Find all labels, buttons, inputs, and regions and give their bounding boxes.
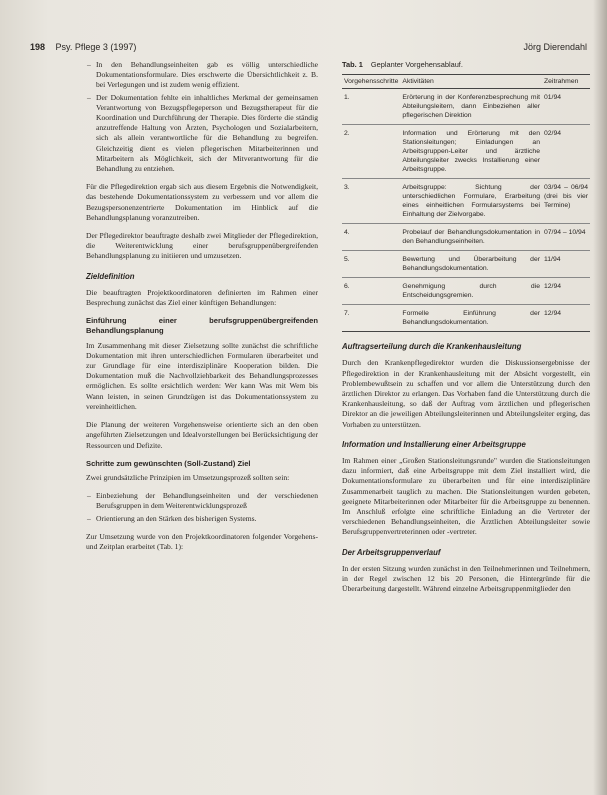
- table-cell: Formelle Einführung der Behandlungsdokumentation.: [400, 305, 542, 332]
- table-row: [342, 224, 590, 251]
- table-cell: Probelauf der Behandlungsdokumentation in den Behandlungseinheiten.: [400, 224, 542, 251]
- section-heading: Der Arbeitsgruppenverlauf: [342, 547, 441, 557]
- paragraph: Die Planung der weiteren Vorgehensweise orientierte sich an den oben angeführten Zielsetzungen und Idealvorstellungen bei Berücksichtigung der Ressourcen und Defizite.: [86, 420, 318, 450]
- paragraph: Durch den Krankenpflegedirektor wurden die Diskussionsergebnisse der Pflegedirektion in der Krankenhausleitung mit der Absicht vorgestellt, ein Problembewußtsein zu schaffen und vor allem die Unterstützung durch den ärztlichen Direktor zu erlangen. Das Vorhaben fand die Unterstützung durch die Krankenhausleitung, so daß der Auftrag vom ärztlichen und pflegerischen Direktor an die jeweiligen Abteilungsleiterinnen und Abteilungsleiter erging, das Vorhaben zu unterstützen.: [342, 358, 590, 429]
- right-column: [342, 60, 590, 602]
- table-cell: 3.: [342, 179, 400, 224]
- table-cell: 4.: [342, 224, 400, 251]
- table-cell: Bewertung und Überarbeitung der Behandlungsdokumentation.: [400, 251, 542, 278]
- paragraph: Zur Umsetzung wurde von den Projektkoordinatoren folgender Vorgehens- und Zeitplan erarbeitet (Tab. 1):: [86, 531, 318, 551]
- table-cell: 5.: [342, 251, 400, 278]
- table-cell: Erörterung in der Konferenzbesprechung mit Abteilungsleitern, dann Einbeziehen aller pflegerischen Direktion: [400, 89, 542, 125]
- subheading: Einführung einer berufsgruppenübergreifenden Behandlungsplanung: [86, 316, 318, 336]
- table-cell: 03/94 – 06/94 (drei bis vier Termine): [542, 179, 590, 224]
- table-row: [342, 179, 590, 224]
- paragraph: Der Pflegedirektor beauftragte deshalb zwei Mitglieder der Pflegedirektion, die Weiterentwicklung einer berufsgruppenübergreifenden Behandlungsplanung zu initiieren und umzusetzen.: [86, 231, 318, 261]
- column-header: Aktivitäten: [400, 75, 542, 89]
- list-item: – Der Dokumentation fehlte ein inhaltliches Merkmal der gemeinsamen Verantwortung von Bezugspflegeperson und Bezugstherapeut für die Koordination und Durchführung der Therapie. Dies förderte die ständig anzutreffende Haltung von Ärzten, Psychologen und Sozialarbeitern, sich als allein verantwortliche für die Behandlung zu begreifen. Gleichzeitig dient es vielen pflegerischen Mitarbeiterinnen und Mitarbeitern als Möglichkeit, sich der Mitverantwortung für die Behandlung zu entziehen.: [96, 93, 318, 175]
- table-cell: 6.: [342, 278, 400, 305]
- page-header: [30, 42, 587, 56]
- paragraph: Im Rahmen einer „Großen Stationsleitungsrunde" wurden die Stationsleitungen dazu informiert, daß eine Arbeitsgruppe mit dem Ziel installiert wird, die Dokumentationsformulare zu überarbeiten und für eine interdisziplinäre Zusammenarbeit tauglich zu machen. Die Stationsleitungen wurden gebeten, geeignete Mitarbeiterinnen oder Mitarbeiter für die Arbeitsgruppe zu benennen. Im Anschluß erfolgte eine schriftliche Einladung an die Vertreter der verschiedenen Behandlungseinheiten, die Ärztlichen Abteilungsleiter sowie Berufsgruppenvertreterinnen oder -vertreter.: [342, 456, 590, 537]
- column-header: Vorgehensschritte: [342, 75, 400, 89]
- section-heading: Auftragserteilung durch die Krankenhausleitung: [342, 342, 522, 352]
- column-header: Zeitrahmen: [542, 75, 590, 89]
- list-item: – Orientierung an den Stärken des bisherigen Systems.: [96, 514, 318, 524]
- paragraph: Die beauftragten Projektkoordinatoren definierten im Rahmen einer Besprechung zunächst das Ziel einer künftigen Behandlungen:: [86, 287, 318, 308]
- page-number: 198: [30, 42, 46, 52]
- table-row: [342, 251, 590, 278]
- table-cell: 02/94: [542, 125, 590, 179]
- table-label: Tab. 1: [342, 60, 363, 69]
- subheading: Schritte zum gewünschten (Soll-Zustand) Ziel: [86, 458, 251, 468]
- bullet-list-bottom: [86, 491, 318, 524]
- table-row: [342, 278, 590, 305]
- paragraph: In der ersten Sitzung wurden zunächst in den Teilnehmerinnen und Teilnehmern, in der Regel zwischen 12 bis 20 Personen, die Hintergründe für die Überarbeitung dargestellt. Während einzelne Arbeitsgruppenmitglieder den: [342, 563, 590, 594]
- section-heading: Zieldefinition: [86, 271, 135, 281]
- author-name: Jörg Dierendahl: [523, 42, 587, 52]
- list-item: – Einbeziehung der Behandlungseinheiten und der verschiedenen Berufsgruppen in dem Weiterentwicklungsprozeß: [96, 491, 318, 511]
- table-row: [342, 305, 590, 332]
- table-cell: Arbeitsgruppe: Sichtung der unterschiedlichen Formulare, Erarbeitung eines einheitlichen Formularsystems bei Einhaltung der Zielvorgabe.: [400, 179, 542, 224]
- paragraph: Für die Pflegedirektion ergab sich aus diesem Ergebnis die Notwendigkeit, das bestehende Dokumentationssystem zu verbessern und vor allem die Bezugspersonenzentrierte Dokumentation im Hinblick auf die Behandlungsplanung voranzutreiben.: [86, 182, 318, 222]
- table-cell: 07/94 – 10/94: [542, 224, 590, 251]
- header-left: [30, 42, 136, 52]
- table-cell: 7.: [342, 305, 400, 332]
- table-cell: 2.: [342, 125, 400, 179]
- table-header-row: [342, 75, 590, 89]
- table-caption: [342, 60, 590, 70]
- plan-table: [342, 74, 590, 332]
- paragraph: Zwei grundsätzliche Prinzipien im Umsetzungsprozeß sollten sein:: [86, 472, 290, 482]
- table-title: Geplanter Vorgehensablauf.: [370, 60, 463, 69]
- table-cell: 11/94: [542, 251, 590, 278]
- bullet-list-top: [86, 60, 318, 174]
- table-cell: Genehmigung durch die Entscheidungsgremien.: [400, 278, 542, 305]
- journal-title: Psy. Pflege 3 (1997): [55, 42, 137, 52]
- table-cell: 12/94: [542, 305, 590, 332]
- table-row: [342, 125, 590, 179]
- table-cell: 1.: [342, 89, 400, 125]
- paragraph: Im Zusammenhang mit dieser Zielsetzung sollte zunächst die schriftliche Dokumentation mit ihren unterschiedlichen Formularen überarbeitet und zur Grundlage für eine interdisziplinäre Kooperation bilden. Die Dokumentation muß die Nachvollziehbarkeit des Behandlungsprozesses ermöglichen. Es sollte ersichtlich werden: Wer kann Was mit Wem bis Wann leisten, in seinen Grundzügen ist das Dokumentationssystem zu vereinheitlichen.: [86, 340, 318, 411]
- page-edge-shadow: [593, 0, 607, 795]
- table-cell: 12/94: [542, 278, 590, 305]
- left-column: [86, 60, 318, 560]
- table-cell: Information und Erörterung mit den Stationsleitungen; Einladungen an Arbeitsgruppen-Leiter und ärztliche Abteilungsleiter zwecks Installierung einer Arbeitsgruppe.: [400, 125, 542, 179]
- section-heading: Information und Installierung einer Arbeitsgruppe: [342, 439, 526, 449]
- table-row: [342, 89, 590, 125]
- list-item: – In den Behandlungseinheiten gab es völlig unterschiedliche Dokumentationsformulare. Dies erschwerte die Übersichtlichkeit z. B. bei Verlegungen und ist zudem wenig effizient.: [96, 60, 318, 91]
- table-cell: 01/94: [542, 89, 590, 125]
